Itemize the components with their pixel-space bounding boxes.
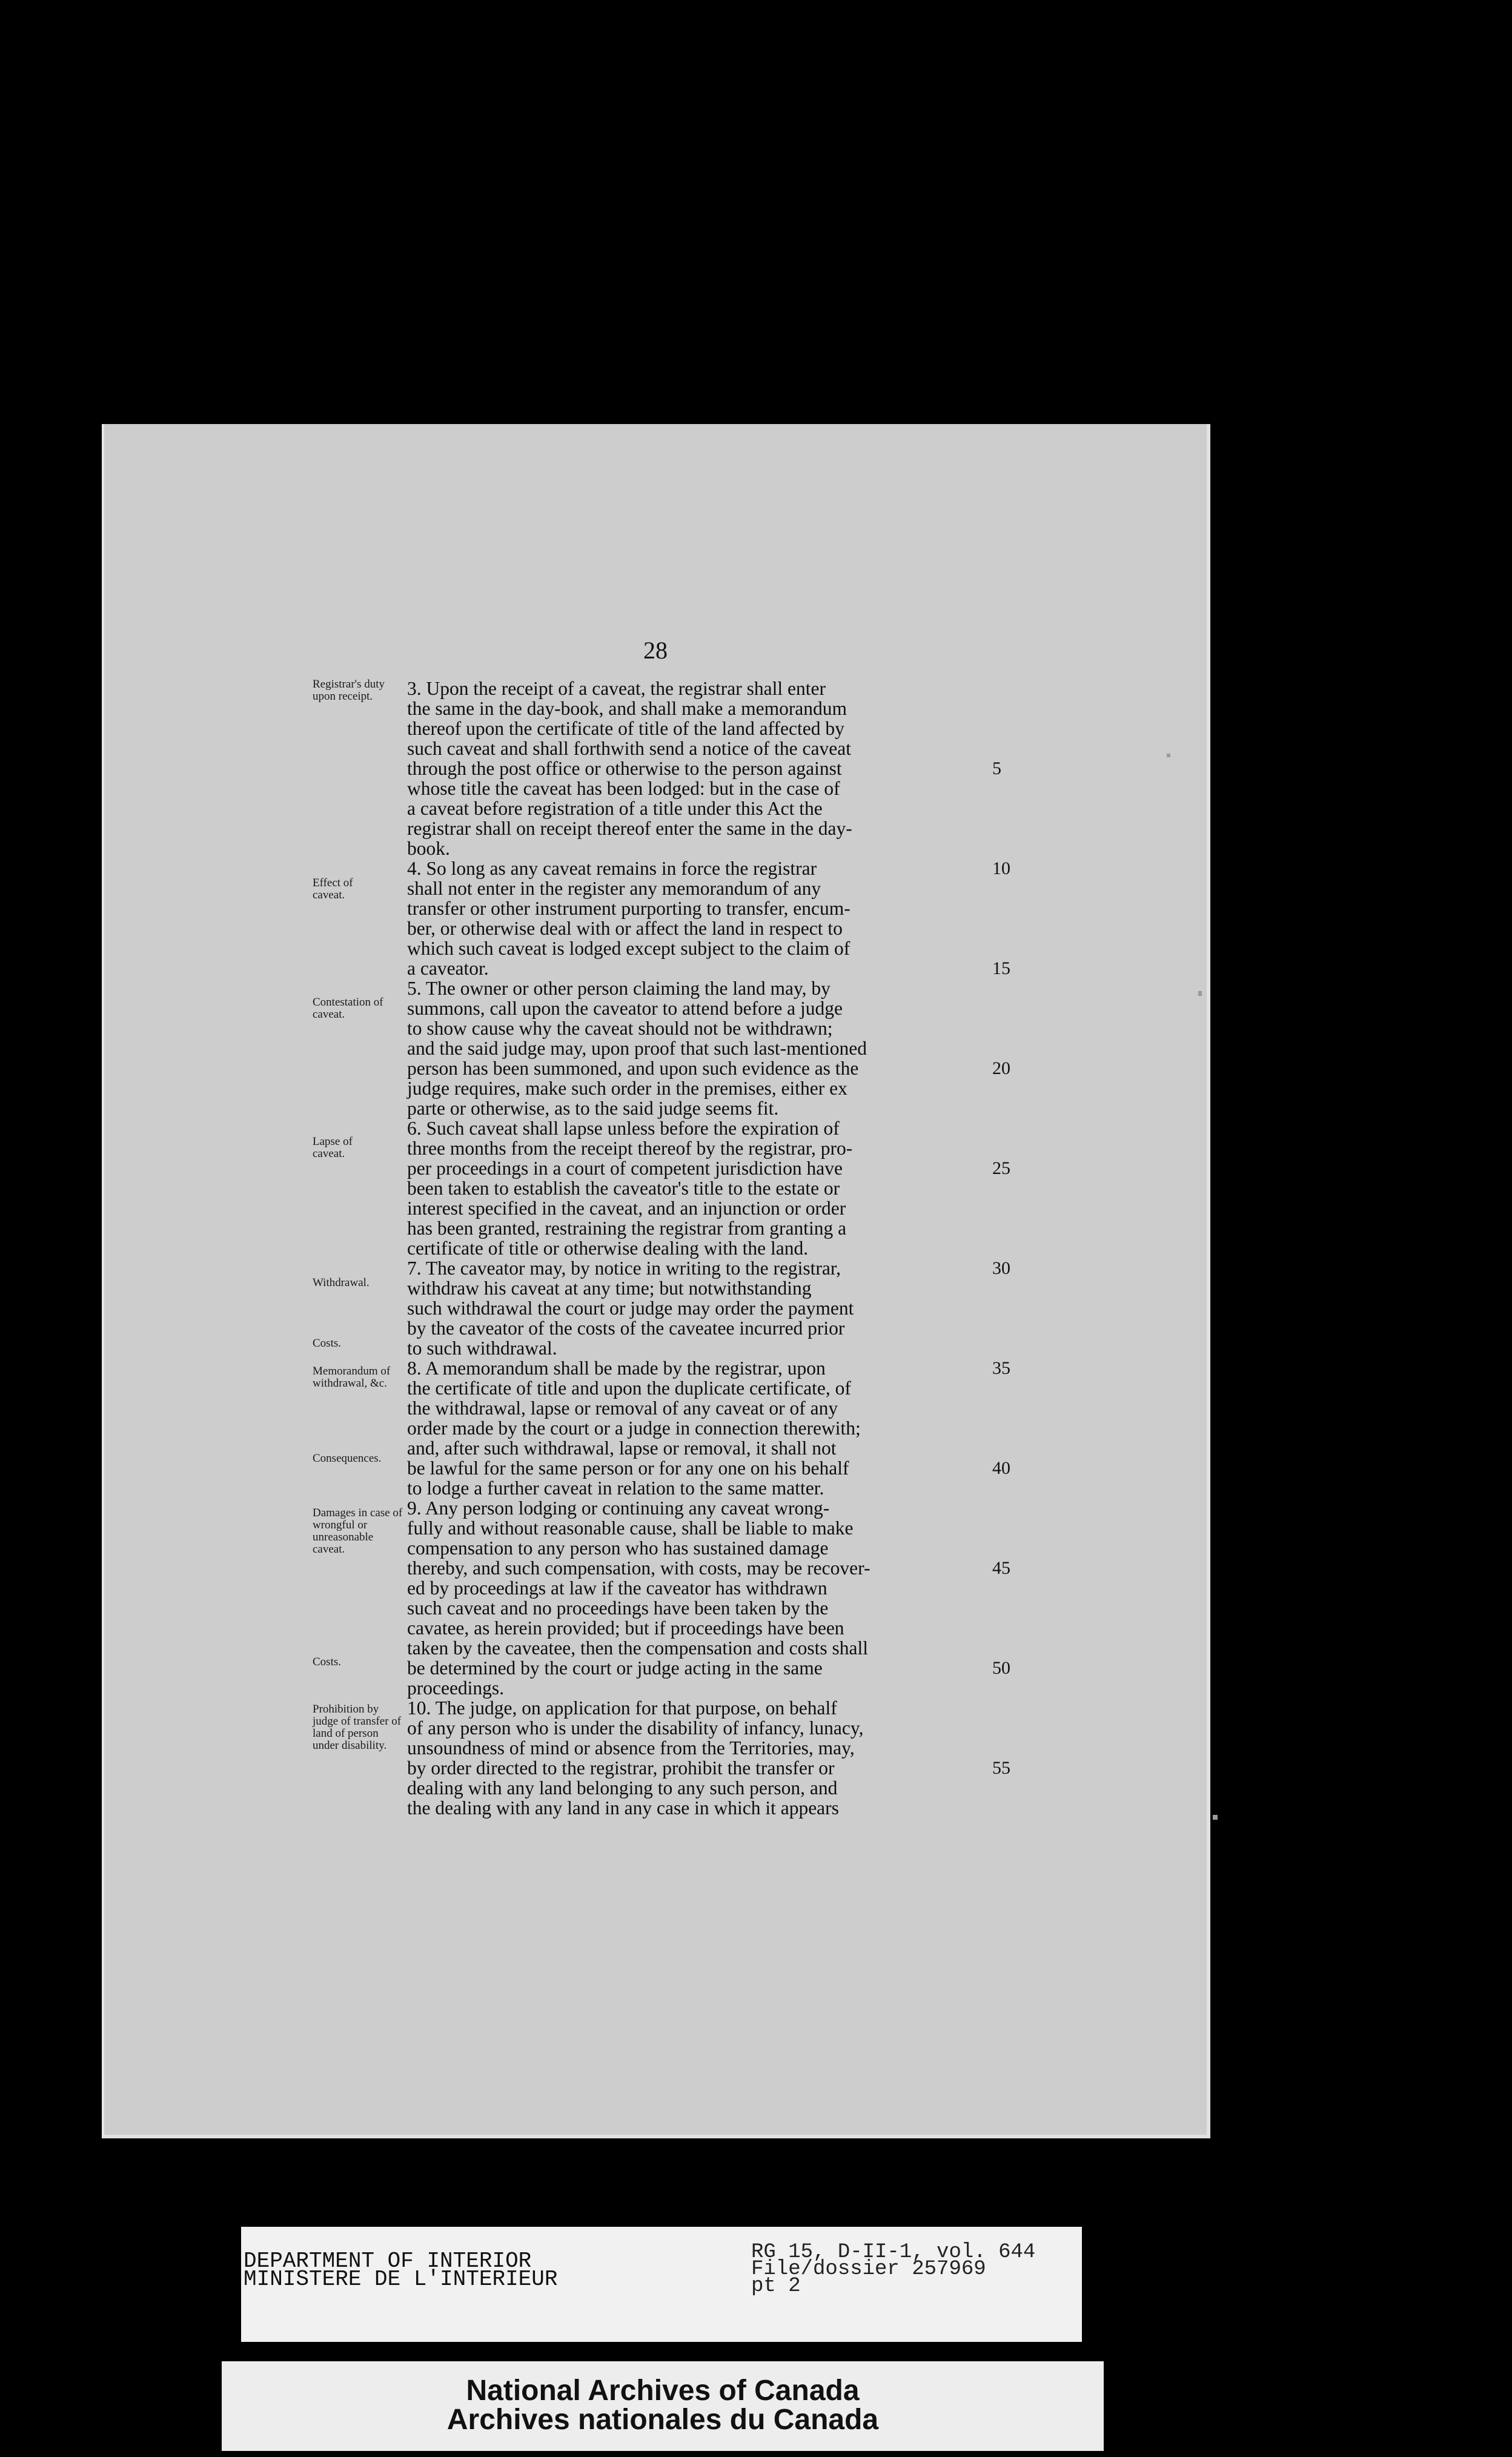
text-line: by the caveator of the costs of the caveatee incurred prior xyxy=(407,1318,845,1339)
scan-speck xyxy=(1198,991,1202,996)
text-line: 6. Such caveat shall lapse unless before the expiration of xyxy=(407,1118,840,1139)
archives-banner xyxy=(222,2361,1104,2451)
text-line: ed by proceedings at law if the caveator has withdrawn xyxy=(407,1577,827,1599)
text-line: interest specified in the caveat, and an injunction or order xyxy=(407,1198,846,1219)
text-line: 4. So long as any caveat remains in force the registrar xyxy=(407,858,817,879)
margin-note: Damages in case of wrongful or unreasonable caveat. xyxy=(313,1507,403,1556)
text-line: the certificate of title and upon the duplicate certificate, of xyxy=(407,1378,851,1399)
archives-name-fr: Archives nationales du Canada xyxy=(446,2404,879,2436)
margin-note: Withdrawal. xyxy=(313,1276,370,1289)
text-line: ber, or otherwise deal with or affect the land in respect to xyxy=(407,918,843,939)
text-line: judge requires, make such order in the premises, either ex xyxy=(407,1078,847,1099)
text-line: through the post office or otherwise to the person against xyxy=(407,758,842,779)
line-number: 40 xyxy=(992,1458,1010,1478)
margin-note: Lapse of caveat. xyxy=(313,1135,353,1160)
text-line: unsoundness of mind or absence from the Territories, may, xyxy=(407,1737,855,1759)
margin-note: Memorandum of withdrawal, &c. xyxy=(313,1365,391,1390)
archive-label xyxy=(241,2227,1082,2342)
text-line: which such caveat is lodged except subject to the claim of xyxy=(407,938,850,959)
text-line: been taken to establish the caveator's title to the estate or xyxy=(407,1178,840,1199)
archives-name-en: National Archives of Canada xyxy=(466,2375,860,2407)
text-line: by order directed to the registrar, prohibit the transfer or xyxy=(407,1757,835,1779)
scan-speck xyxy=(1213,1815,1218,1820)
text-line: registrar shall on receipt thereof enter the same in the day- xyxy=(407,818,852,839)
text-line: thereby, and such compensation, with costs, may be recover- xyxy=(407,1557,870,1579)
line-number: 20 xyxy=(992,1058,1010,1078)
text-line: to show cause why the caveat should not be withdrawn; xyxy=(407,1018,833,1039)
line-number: 55 xyxy=(992,1758,1010,1778)
text-line: compensation to any person who has sustained damage xyxy=(407,1537,829,1559)
text-line: such caveat and no proceedings have been taken by the xyxy=(407,1597,829,1619)
text-line: 10. The judge, on application for that purpose, on behalf xyxy=(407,1697,837,1719)
text-line: the same in the day-book, and shall make a memorandum xyxy=(407,698,847,719)
text-line: thereof upon the certificate of title of the land affected by xyxy=(407,718,844,739)
margin-note: Costs. xyxy=(313,1337,341,1350)
text-line: transfer or other instrument purporting to transfer, encum- xyxy=(407,898,850,919)
text-line: a caveator. xyxy=(407,958,489,979)
text-line: order made by the court or a judge in connection therewith; xyxy=(407,1418,861,1439)
reference-line: pt 2 xyxy=(751,2275,801,2298)
line-number: 5 xyxy=(992,758,1001,778)
text-line: proceedings. xyxy=(407,1677,505,1699)
text-line: such withdrawal the court or judge may order the payment xyxy=(407,1298,854,1319)
text-line: the dealing with any land in any case in which it appears xyxy=(407,1797,839,1819)
line-number: 35 xyxy=(992,1358,1010,1378)
department-en: DEPARTMENT OF INTERIOR xyxy=(244,2249,532,2273)
margin-note: Prohibition by judge of transfer of land of person under disability. xyxy=(313,1703,402,1752)
text-line: per proceedings in a court of competent jurisdiction have xyxy=(407,1158,843,1179)
document-page xyxy=(102,424,1210,2138)
text-line: the withdrawal, lapse or removal of any caveat or of any xyxy=(407,1398,838,1419)
department-fr: MINISTERE DE L'INTERIEUR xyxy=(244,2267,558,2292)
line-number: 30 xyxy=(992,1258,1010,1278)
page-number: 28 xyxy=(643,637,668,664)
line-number: 50 xyxy=(992,1658,1010,1678)
margin-note: Costs. xyxy=(313,1656,341,1668)
text-line: and the said judge may, upon proof that such last-mentioned xyxy=(407,1038,867,1059)
text-line: withdraw his caveat at any time; but notwithstanding xyxy=(407,1278,812,1299)
text-line: be lawful for the same person or for any one on his behalf xyxy=(407,1457,849,1479)
text-line: certificate of title or otherwise dealing with the land. xyxy=(407,1238,809,1259)
text-line: a caveat before registration of a title under this Act the xyxy=(407,798,823,819)
margin-note: Contestation of caveat. xyxy=(313,996,383,1021)
reference-line: File/dossier 257969 xyxy=(751,2258,986,2281)
reference-line: RG 15, D-II-1, vol. 644 xyxy=(751,2241,1036,2264)
text-line: three months from the receipt thereof by the registrar, pro- xyxy=(407,1138,853,1159)
text-line: 8. A memorandum shall be made by the registrar, upon xyxy=(407,1358,826,1379)
text-line: shall not enter in the register any memorandum of any xyxy=(407,878,821,899)
text-line: such caveat and shall forthwith send a notice of the caveat xyxy=(407,738,851,759)
text-line: book. xyxy=(407,838,450,859)
scan-speck xyxy=(1167,754,1170,757)
text-line: 7. The caveator may, by notice in writing to the registrar, xyxy=(407,1258,841,1279)
text-line: cavatee, as herein provided; but if proceedings have been xyxy=(407,1617,844,1639)
text-line: of any person who is under the disability of infancy, lunacy, xyxy=(407,1717,864,1739)
text-line: dealing with any land belonging to any such person, and xyxy=(407,1777,838,1799)
text-line: be determined by the court or judge acting in the same xyxy=(407,1657,823,1679)
text-line: parte or otherwise, as to the said judge seems fit. xyxy=(407,1098,779,1119)
text-line: summons, call upon the caveator to attend before a judge xyxy=(407,998,843,1019)
text-line: fully and without reasonable cause, shall be liable to make xyxy=(407,1517,854,1539)
margin-note: Registrar's duty upon receipt. xyxy=(313,678,385,703)
line-number: 45 xyxy=(992,1558,1010,1578)
text-line: taken by the caveatee, then the compensation and costs shall xyxy=(407,1637,868,1659)
text-line: to such withdrawal. xyxy=(407,1338,557,1359)
line-number: 25 xyxy=(992,1158,1010,1178)
text-line: to lodge a further caveat in relation to the same matter. xyxy=(407,1477,824,1499)
line-number: 15 xyxy=(992,958,1010,978)
margin-note: Consequences. xyxy=(313,1452,382,1465)
text-line: whose title the caveat has been lodged: but in the case of xyxy=(407,778,840,799)
text-line: and, after such withdrawal, lapse or removal, it shall not xyxy=(407,1437,837,1459)
margin-note: Effect of caveat. xyxy=(313,877,353,901)
text-line: 5. The owner or other person claiming the land may, by xyxy=(407,978,831,999)
text-line: has been granted, restraining the registrar from granting a xyxy=(407,1218,847,1239)
text-line: person has been summoned, and upon such evidence as the xyxy=(407,1058,859,1079)
line-number: 10 xyxy=(992,858,1010,878)
text-line: 9. Any person lodging or continuing any caveat wrong- xyxy=(407,1497,830,1519)
text-line: 3. Upon the receipt of a caveat, the registrar shall enter xyxy=(407,678,826,699)
